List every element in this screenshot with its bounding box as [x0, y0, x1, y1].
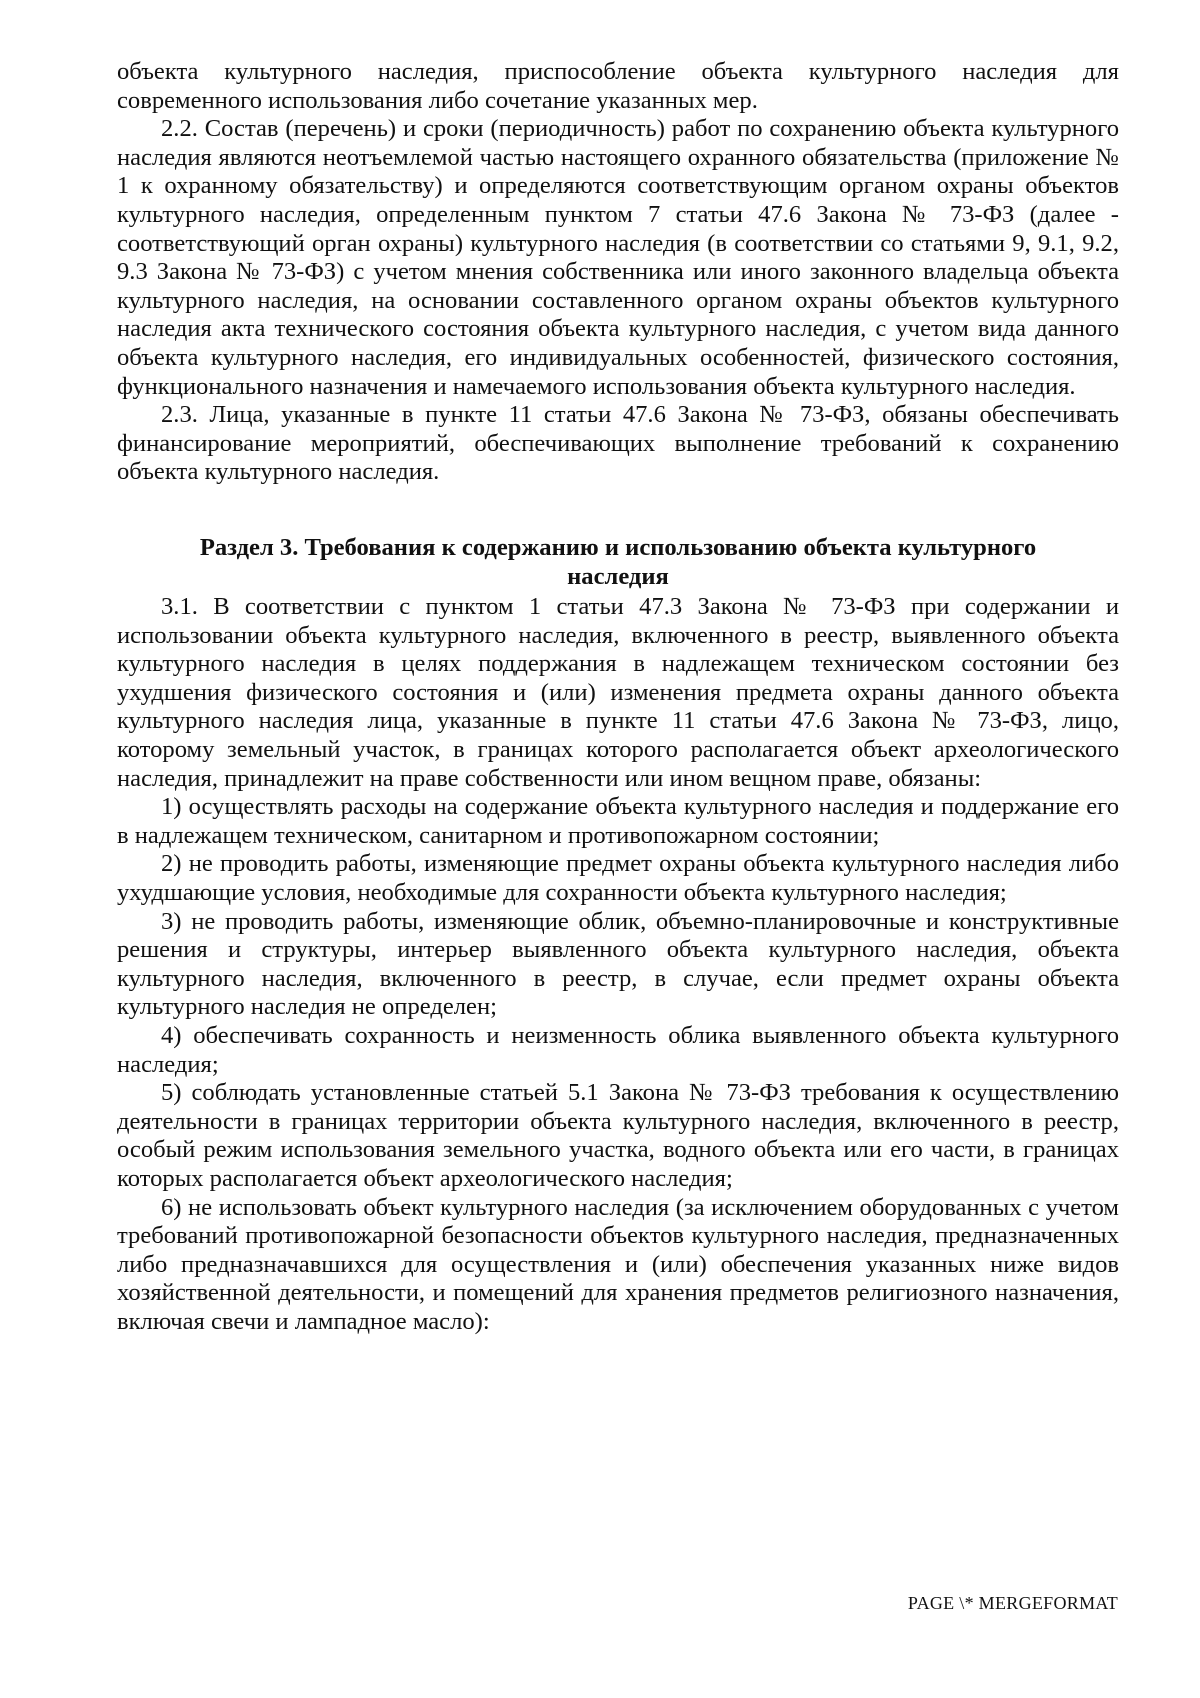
list-item-2: 2) не проводить работы, изменяющие предмет охраны объекта культурного наследия либо ухудшающие условия, необходимые для сохранности объекта культурного наследия;: [117, 850, 1119, 907]
section-spacer: [117, 487, 1119, 534]
paragraph-2-3: 2.3. Лица, указанные в пункте 11 статьи 47.6 Закона № 73-ФЗ, обязаны обеспечивать финансирование мероприятий, обеспечивающих выполнение требований к сохранению объекта культурного наследия.: [117, 401, 1119, 486]
list-item-6: 6) не использовать объект культурного наследия (за исключением оборудованных с учетом требований противопожарной безопасности объектов культурного наследия, предназначенных либо предназначавшихся для осуществления и (или) обеспечения указанных ниже видов хозяйственной деятельности, и помещений для хранения предметов религиозного назначения, включая свечи и лампадное масло):: [117, 1193, 1119, 1335]
paragraph-3-1: 3.1. В соответствии с пунктом 1 статьи 47.3 Закона № 73-ФЗ при содержании и использовании объекта культурного наследия, включенного в реестр, выявленного объекта культурного наследия в целях поддержания в надлежащем техническом состоянии без ухудшения физического состояния и (или) изменения предмета охраны данного объекта культурного наследия лица, указанные в пункте 11 статьи 47.6 Закона № 73-ФЗ, лицо, которому земельный участок, в границах которого располагается объект археологического наследия, принадлежит на праве собственности или ином вещном праве, обязаны:: [117, 593, 1119, 792]
section2-tail-paragraph: объекта культурного наследия, приспособление объекта культурного наследия для современного использования либо сочетание указанных мер.: [117, 58, 1119, 114]
list-item-1: 1) осуществлять расходы на содержание объекта культурного наследия и поддержание его в надлежащем техническом, санитарном и противопожарном состоянии;: [117, 793, 1119, 849]
section3-heading: Раздел 3. Требования к содержанию и использованию объекта культурного наследия: [199, 533, 1037, 590]
page-footer-field: PAGE \* MERGEFORMAT: [907, 1593, 1118, 1613]
document-page: [117, 58, 1119, 1337]
list-item-3: 3) не проводить работы, изменяющие облик, объемно-планировочные и конструктивные решения и структуры, интерьер выявленного объекта культурного наследия, объекта культурного наследия, включенного в реестр, в случае, если предмет охраны объекта культурного наследия не определен;: [117, 907, 1119, 1021]
paragraph-2-2: 2.2. Состав (перечень) и сроки (периодичность) работ по сохранению объекта культурного наследия являются неотъемлемой частью настоящего охранного обязательства (приложение № 1 к охранному обязательству) и определяются соответствующим органом охраны объектов культурного наследия, определенным пунктом 7 статьи 47.6 Закона № 73-ФЗ (далее - соответствующий орган охраны) культурного наследия (в соответствии со статьями 9, 9.1, 9.2, 9.3 Закона № 73-ФЗ) с учетом мнения собственника или иного законного владельца объекта культурного наследия, на основании составленного органом охраны объектов культурного наследия акта технического состояния объекта культурного наследия, с учетом вида данного объекта культурного наследия, его индивидуальных особенностей, физического состояния, функционального назначения и намечаемого использования объекта культурного наследия.: [117, 115, 1119, 400]
list-item-4: 4) обеспечивать сохранность и неизменность облика выявленного объекта культурного наследия;: [117, 1022, 1119, 1078]
list-item-5: 5) соблюдать установленные статьей 5.1 Закона № 73-ФЗ требования к осуществлению деятельности в границах территории объекта культурного наследия, включенного в реестр, особый режим использования земельного участка, водного объекта или его части, в границах которых располагается объект археологического наследия;: [117, 1079, 1119, 1192]
